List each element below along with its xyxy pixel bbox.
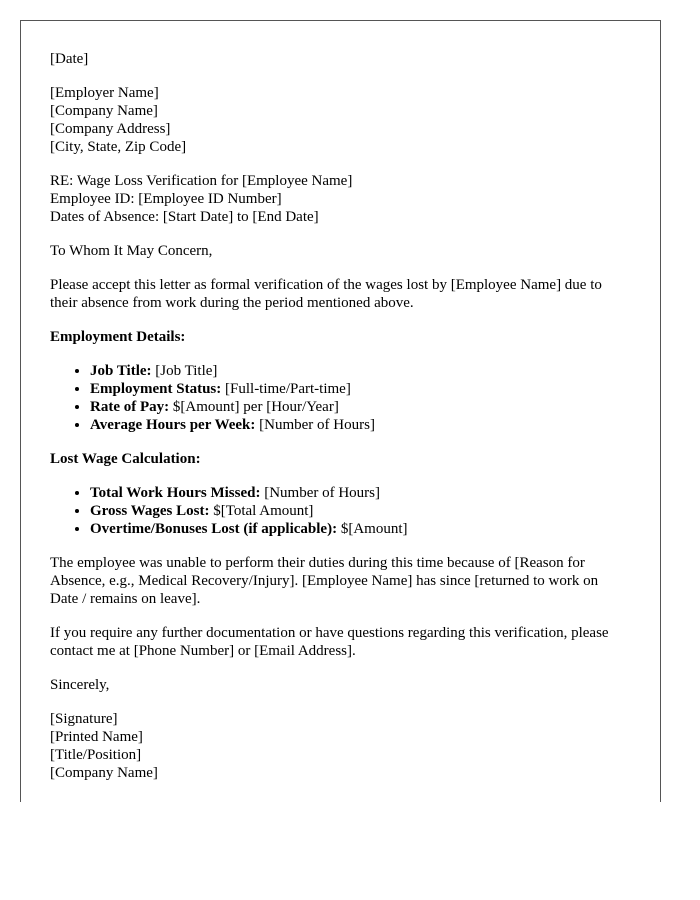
signature-company-name: [Company Name] [50, 765, 158, 781]
letter-page [20, 20, 661, 802]
employer-name: [Employer Name] [50, 85, 159, 101]
lost-wage-calculation-heading: Lost Wage Calculation: [50, 451, 201, 467]
closing: Sincerely, [50, 677, 110, 693]
item-value: $[Amount] per [Hour/Year] [169, 399, 339, 415]
list-item [90, 520, 630, 538]
dates-of-absence-line: Dates of Absence: [Start Date] to [End Date] [50, 209, 319, 225]
city-state-zip: [City, State, Zip Code] [50, 139, 187, 155]
employee-id-line: Employee ID: [Employee ID Number] [50, 191, 282, 207]
list-item [90, 398, 630, 416]
item-value: [Number of Hours] [260, 485, 381, 501]
list-item [90, 416, 630, 434]
company-name: [Company Name] [50, 103, 158, 119]
lost-wage-calculation-list [50, 484, 630, 538]
item-label: Rate of Pay: [90, 399, 170, 415]
absence-paragraph: The employee was unable to perform their duties during this time because of [Reason for Absence, e.g., Medical Recovery/Injury]. [Employee Name] has since [returned to work on Date / remains on leave]. [50, 555, 599, 607]
item-value: [Number of Hours] [255, 417, 375, 433]
item-value: [Job Title] [151, 363, 218, 379]
item-value: [Full-time/Part-time] [221, 381, 351, 397]
printed-name: [Printed Name] [50, 729, 143, 745]
list-item [90, 502, 630, 520]
company-address: [Company Address] [50, 121, 171, 137]
re-line: RE: Wage Loss Verification for [Employee Name] [50, 173, 353, 189]
item-label: Employment Status: [90, 381, 222, 397]
signature-block [50, 710, 630, 782]
item-label: Job Title: [90, 363, 152, 379]
intro-paragraph: Please accept this letter as formal verification of the wages lost by [Employee Name] due to their absence from work during the period mentioned above. [50, 277, 602, 311]
title-position: [Title/Position] [50, 747, 142, 763]
item-label: Average Hours per Week: [90, 417, 256, 433]
item-value: $[Total Amount] [209, 503, 314, 519]
item-label: Total Work Hours Missed: [90, 485, 261, 501]
contact-paragraph: If you require any further documentation or have questions regarding this verification, please contact me at [Phone Number] or [Email Address]. [50, 625, 609, 659]
employment-details-heading: Employment Details: [50, 329, 186, 345]
signature: [Signature] [50, 711, 118, 727]
item-label: Gross Wages Lost: [90, 503, 210, 519]
letter-date [50, 50, 630, 68]
letter-content [50, 50, 630, 798]
list-item [90, 362, 630, 380]
reference-block [50, 172, 630, 226]
date-text: [Date] [50, 51, 89, 67]
salutation: To Whom It May Concern, [50, 243, 213, 259]
list-item [90, 380, 630, 398]
employment-details-list [50, 362, 630, 434]
list-item [90, 484, 630, 502]
item-value: $[Amount] [337, 521, 408, 537]
recipient-address-block [50, 84, 630, 156]
item-label: Overtime/Bonuses Lost (if applicable): [90, 521, 338, 537]
